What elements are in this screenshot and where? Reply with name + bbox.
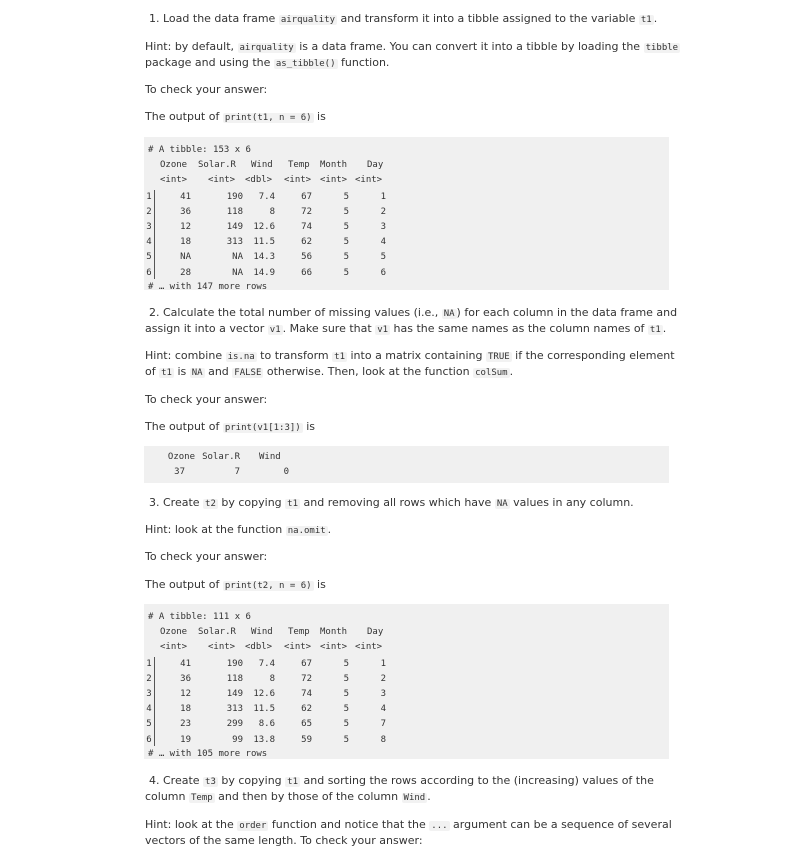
table-cell: 118 [226, 673, 243, 684]
q3-text: values in any column. [509, 496, 634, 509]
table-cell: 72 [301, 206, 312, 217]
table-cell: 5 [343, 191, 349, 202]
table-cell: 1 [380, 191, 386, 202]
q3-output-label [145, 577, 326, 594]
vector-value: 37 [174, 467, 185, 477]
column-header: Month [320, 627, 348, 638]
q4-text: by copying [217, 774, 286, 787]
q1-text: . [653, 12, 658, 25]
tibble1-output-block [144, 137, 669, 290]
hint-text: function. [337, 56, 390, 69]
table-cell: 6 [380, 267, 386, 278]
code-print-t2: print(t2, n = 6) [224, 581, 312, 591]
code-true: TRUE [488, 352, 510, 362]
column-header: Day [367, 627, 384, 638]
table-cell: 12.6 [253, 689, 275, 699]
table-cell: 8 [380, 734, 386, 745]
table-cell: 56 [301, 252, 312, 263]
code-v1: v1 [377, 325, 389, 335]
table-cell: 7.4 [258, 658, 275, 669]
column-header: Day [367, 160, 384, 171]
vector-name: Solar.R [202, 452, 240, 462]
hint-text: is [173, 365, 190, 378]
tibble-footer: # … with 147 more rows [148, 281, 268, 292]
table-cell: 5 [343, 704, 349, 715]
code-na: NA [496, 499, 508, 509]
column-type: <int> [355, 175, 383, 186]
table-cell: 67 [301, 191, 312, 202]
code-t1: t1 [640, 15, 652, 25]
q3-text: 3. Create [149, 496, 204, 509]
column-header: Month [320, 160, 348, 171]
table-cell: 36 [180, 206, 191, 217]
hint-text: function and notice that the [268, 818, 430, 831]
hint-text: if the corresponding element [511, 349, 675, 362]
table-cell: 5 [343, 267, 349, 278]
code-colsum: colSum [475, 368, 508, 378]
row-number: 4 [146, 237, 152, 248]
output-text: is [313, 110, 326, 123]
column-header: Ozone [160, 627, 188, 638]
vector-name: Ozone [167, 452, 195, 462]
table-cell: 4 [380, 237, 386, 248]
tibble-footer: # … with 105 more rows [148, 748, 268, 759]
row-number: 1 [146, 191, 152, 202]
table-cell: 12 [180, 222, 191, 232]
table-cell: 5 [343, 734, 349, 745]
q3-text: by copying [217, 496, 286, 509]
column-header: Ozone [160, 160, 188, 171]
column-header: Temp [288, 627, 310, 638]
code-order: order [239, 821, 267, 831]
code-false: FALSE [234, 368, 262, 378]
table-cell: 313 [226, 704, 243, 715]
q2-text: has the same names as the column names of [390, 322, 648, 335]
table-cell: 18 [180, 237, 191, 248]
hint-text: into a matrix containing [347, 349, 486, 362]
q2-instruction-line1 [149, 305, 677, 322]
table-cell: 41 [180, 658, 191, 669]
hint-text: of [145, 365, 160, 378]
table-cell: 5 [343, 719, 349, 730]
table-cell: 5 [380, 252, 386, 263]
column-header: Wind [251, 160, 273, 171]
output-text: The output of [145, 110, 223, 123]
table-cell: 2 [380, 673, 386, 684]
q2-instruction-line2 [145, 321, 666, 338]
table-cell: 74 [301, 222, 312, 232]
code-airquality: airquality [280, 15, 336, 25]
code-temp: Temp [191, 793, 213, 803]
q2-output-label [145, 419, 315, 436]
row-number: 2 [146, 673, 152, 684]
q3-hint [145, 522, 331, 539]
column-header: Wind [251, 627, 273, 638]
q1-text: 1. Load the data frame [149, 12, 279, 25]
table-cell: 5 [343, 673, 349, 684]
code-ellipsis: ... [431, 821, 448, 831]
row-number: 5 [146, 252, 152, 263]
row-number: 2 [146, 206, 152, 217]
column-type: <int> [284, 175, 312, 186]
code-na-omit: na.omit [287, 526, 326, 536]
column-type: <int> [320, 175, 348, 186]
column-type: <int> [320, 642, 348, 653]
vector1-output-block [144, 446, 669, 483]
table-cell: 11.5 [253, 704, 275, 715]
table-cell: 41 [180, 191, 191, 202]
code-t1: t1 [161, 368, 172, 378]
table-cell: 11.5 [253, 237, 275, 248]
output-text: The output of [145, 578, 223, 591]
hint-text: to transform [256, 349, 333, 362]
table-cell: 2 [380, 206, 386, 217]
hint-text: and [204, 365, 233, 378]
tibble2-output-block [144, 604, 669, 759]
table-cell: NA [180, 252, 191, 263]
table-cell: 28 [180, 267, 191, 278]
hint-text: . [509, 365, 514, 378]
row-number: 4 [146, 704, 152, 715]
q1-check-label: To check your answer: [145, 83, 268, 96]
code-airquality: airquality [239, 43, 294, 53]
table-cell: 99 [232, 734, 243, 745]
q3-text: and removing all rows which have [300, 496, 495, 509]
table-cell: 118 [226, 206, 243, 217]
vector-value: 0 [283, 467, 289, 477]
q2-text: 2. Calculate the total number of missing values (i.e., [149, 306, 442, 319]
table-cell: 7.4 [258, 191, 275, 202]
table-cell: 12 [180, 689, 191, 699]
table-cell: 5 [343, 252, 349, 263]
hint-text: . [327, 523, 332, 536]
table-cell: 62 [301, 704, 312, 715]
output-text: is [313, 578, 326, 591]
q2-text: assign it into a vector [145, 322, 268, 335]
code-t1: t1 [287, 499, 298, 509]
row-number: 3 [146, 222, 152, 232]
output-text: is [302, 420, 315, 433]
code-t3: t3 [205, 777, 216, 787]
table-cell: 36 [180, 673, 191, 684]
code-t1: t1 [649, 325, 661, 335]
code-is-na: is.na [227, 352, 255, 362]
row-number: 6 [146, 267, 152, 278]
q1-hint-line2 [145, 55, 389, 72]
hint-text: Hint: look at the [145, 818, 238, 831]
q1-text: and transform it into a tibble assigned to the variable [337, 12, 639, 25]
code-as-tibble: as_tibble() [275, 59, 336, 69]
hint-text: argument can be a sequence of several [449, 818, 672, 831]
table-cell: 3 [380, 222, 386, 232]
table-cell: 14.3 [253, 252, 275, 263]
table-cell: 7 [380, 719, 386, 730]
code-t2: t2 [205, 499, 216, 509]
q1-instruction [149, 11, 657, 28]
table-cell: 66 [301, 267, 312, 278]
q2-text: ) for each column in the data frame and [456, 306, 678, 319]
tibble-header: # A tibble: 153 x 6 [148, 145, 251, 155]
column-type: <int> [160, 642, 188, 653]
q4-text: and then by those of the column [214, 790, 402, 803]
row-number: 3 [146, 689, 152, 699]
table-cell: 19 [180, 734, 191, 745]
table-cell: 5 [343, 689, 349, 699]
table-cell: 149 [226, 222, 243, 232]
table-cell: 67 [301, 658, 312, 669]
hint-text: Hint: combine [145, 349, 226, 362]
column-type: <int> [208, 642, 236, 653]
table-cell: 62 [301, 237, 312, 248]
table-cell: 190 [226, 191, 243, 202]
column-type: <int> [284, 642, 312, 653]
q4-text: . [427, 790, 431, 803]
table-cell: 8 [269, 673, 275, 684]
code-tibble: tibble [645, 43, 679, 53]
q2-check-label: To check your answer: [145, 393, 268, 406]
table-cell: 3 [380, 689, 386, 699]
q4-hint-line2: vectors of the same length. To check your answer: [145, 834, 423, 847]
code-print-t1: print(t1, n = 6) [224, 113, 312, 123]
row-number: 5 [146, 719, 152, 730]
q4-text: column [145, 790, 189, 803]
q4-text: and sorting the rows according to the (increasing) values of the [300, 774, 654, 787]
table-cell: NA [232, 252, 243, 263]
code-t1: t1 [334, 352, 345, 362]
table-cell: 23 [180, 719, 191, 730]
column-type: <int> [208, 175, 236, 186]
hint-text: Hint: look at the function [145, 523, 286, 536]
table-cell: 4 [380, 704, 386, 715]
table-cell: 65 [301, 719, 312, 730]
table-cell: 5 [343, 237, 349, 248]
table-cell: 8.6 [258, 719, 275, 730]
table-cell: 8 [269, 206, 275, 217]
vector-value: 7 [234, 467, 240, 477]
code-wind: Wind [403, 793, 426, 803]
table-cell: 12.6 [253, 222, 275, 232]
q4-text: 4. Create [149, 774, 204, 787]
table-cell: 313 [226, 237, 243, 248]
table-cell: 5 [343, 658, 349, 669]
code-v1: v1 [269, 325, 281, 335]
column-type: <dbl> [245, 642, 273, 653]
hint-text: package and using the [145, 56, 274, 69]
table-cell: 299 [226, 719, 243, 730]
code-na: NA [191, 368, 203, 378]
table-cell: 18 [180, 704, 191, 715]
tibble-header: # A tibble: 111 x 6 [148, 612, 251, 622]
q2-text: . [662, 322, 667, 335]
table-cell: 190 [226, 658, 243, 669]
table-cell: 5 [343, 206, 349, 217]
q4-instruction-line1 [149, 773, 654, 790]
table-cell: 1 [380, 658, 386, 669]
q3-instruction [149, 495, 634, 512]
column-type: <int> [160, 175, 188, 186]
code-t1: t1 [287, 777, 298, 787]
column-header: Temp [288, 160, 310, 171]
q1-hint-line1 [145, 39, 680, 56]
column-type: <int> [355, 642, 383, 653]
column-type: <dbl> [245, 175, 273, 186]
q3-check-label: To check your answer: [145, 550, 268, 563]
q2-text: . Make sure that [282, 322, 376, 335]
column-header: Solar.R [198, 160, 236, 171]
code-print-v1: print(v1[1:3]) [224, 423, 301, 433]
table-cell: 13.8 [253, 734, 275, 745]
table-cell: 5 [343, 222, 349, 232]
column-header: Solar.R [198, 627, 236, 638]
row-number: 1 [146, 658, 152, 669]
table-cell: NA [232, 267, 243, 278]
hint-text: Hint: by default, [145, 40, 238, 53]
table-cell: 14.9 [253, 267, 275, 278]
vector-name: Wind [259, 452, 281, 462]
table-cell: 72 [301, 673, 312, 684]
table-cell: 59 [301, 734, 312, 745]
q2-hint-line2 [145, 364, 513, 381]
table-cell: 74 [301, 689, 312, 699]
hint-text: otherwise. Then, look at the function [263, 365, 474, 378]
row-number: 6 [146, 734, 152, 745]
output-text: The output of [145, 420, 223, 433]
q2-hint-line1 [145, 348, 675, 365]
hint-text: is a data frame. You can convert it into a tibble by loading the [295, 40, 644, 53]
q1-output-label [145, 109, 326, 126]
table-cell: 149 [226, 689, 243, 699]
q4-instruction-line2 [145, 789, 431, 806]
q4-hint-line1 [145, 817, 672, 834]
code-na: NA [443, 309, 455, 319]
